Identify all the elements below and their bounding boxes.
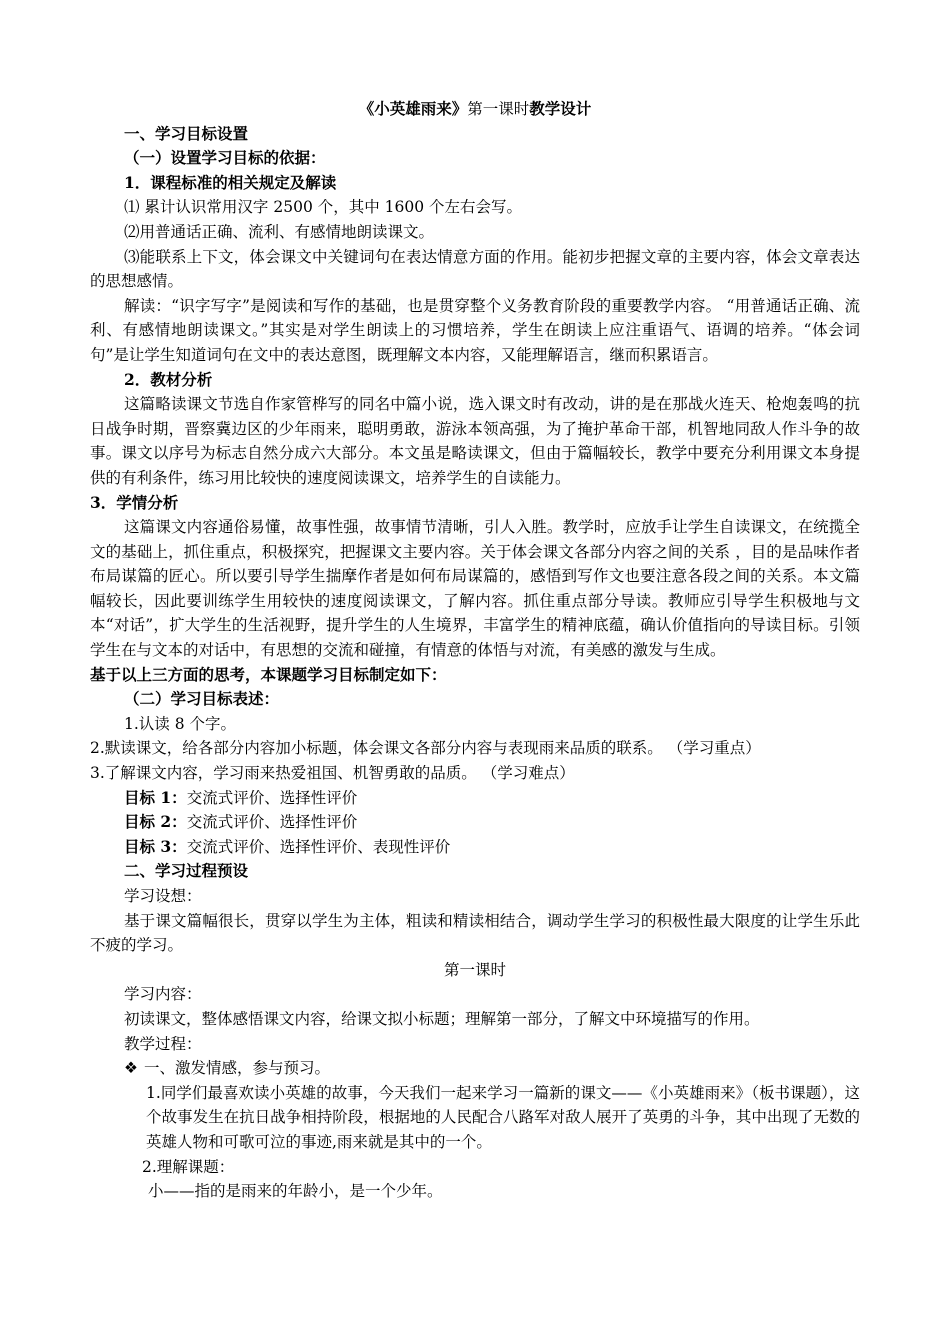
section-heading-1: 一、学习目标设置 <box>124 123 249 143</box>
interpretation-paragraph: 解读：“识字写字”是阅读和写作的基础，也是贯穿整个义务教育阶段的重要教学内容。 “用普通话正确、流利、有感情地朗读课文。”其实是对学生朗读上的习惯培养，学生在朗读上应注重语气、语调的培养。“体会词句”是让学生知道词句在文中的表达意图，既理解文本内容，又能理解语言，继而积累语言。 <box>90 296 860 364</box>
heading-material-analysis: 2．教材分析 <box>124 369 213 389</box>
step-1-item-2: 2.理解课题： <box>142 1157 235 1176</box>
step-1-heading: ❖ 一、激发情感，参与预习。 <box>90 1056 860 1081</box>
title-explanation-xiao: 小——指的是雨来的年龄小，是一个少年。 <box>148 1182 443 1201</box>
document-title: 《小英雄雨来》第一课时教学设计 <box>358 99 592 118</box>
learning-idea-paragraph: 基于课文篇幅很长，贯穿以学生为主体，粗读和精读相结合，调动学生学习的积极性最大限度的让学生乐此不疲的学习。 <box>90 911 860 955</box>
lesson-heading: 第一课时 <box>443 960 506 979</box>
standard-item-3: ⑶能联系上下文，体会课文中关键词句在表达情意方面的作用。能初步把握文章的主要内容，体会文章表达的思想感情。 <box>90 247 860 291</box>
section-heading-2: 二、学习过程预设 <box>124 861 249 881</box>
step-1-item-1: 1.同学们最喜欢读小英雄的故事，今天我们一起来学习一篇新的课文——《小英雄雨来》（板书课题），这个故事发生在抗日战争相持阶段，根据地的人民配合八路军对敌人展开了英勇的斗争，其中出现了无数的英雄人物和可歌可泣的事迹,雨来就是其中的一个。 <box>146 1083 860 1151</box>
evaluation-goal-3: 目标 3：交流式评价、选择性评价、表现性评价 <box>124 836 451 856</box>
subsection-heading-basis: （一）设置学习目标的依据： <box>124 148 326 168</box>
goal-basis-statement: 基于以上三方面的思考，本课题学习目标制定如下： <box>90 664 447 684</box>
document-body <box>90 97 860 1204</box>
standard-item-2: ⑵用普通话正确、流利、有感情地朗读课文。 <box>124 222 435 241</box>
material-analysis-paragraph: 这篇略读课文节选自作家管桦写的同名中篇小说，选入课文时有改动，讲的是在那战火连天、枪炮轰鸣的抗日战争时期，晋察冀边区的少年雨来，聪明勇敢，游泳本领高强，为了掩护革命干部，机智地同敌人作斗争的故事。课文以序号为标志自然分成六大部分。本文虽是略读课文，但由于篇幅较长，教学中要充分利用课文本身提供的有利条件，练习用比较快的速度阅读课文，培养学生的自读能力。 <box>90 395 860 487</box>
heading-student-analysis: 3．学情分析 <box>90 492 179 512</box>
learning-idea-label: 学习设想： <box>124 887 202 905</box>
evaluation-goal-1: 目标 1：交流式评价、选择性评价 <box>124 787 358 807</box>
learning-content-label: 学习内容： <box>124 985 202 1004</box>
heading-curriculum-standard: 1．课程标准的相关规定及解读 <box>124 172 337 192</box>
teaching-process-label: 教学过程： <box>124 1034 202 1053</box>
diamond-bullet-icon: ❖ <box>124 1059 138 1078</box>
student-analysis-paragraph: 这篇课文内容通俗易懂，故事性强，故事情节清晰，引人入胜。教学时，应放手让学生自读课文，在统揽全文的基础上，抓住重点，积极探究，把握课文主要内容。关于体会课文各部分内容之间的关系 ，目的是品味作者布局谋篇的匠心。所以要引导学生揣摩作者是如何布局谋篇的，感悟到写作文也要注意各段之间的关系。本文篇幅较长，因此要训练学生用较快的速度阅读课文，了解内容。抓住重点部分导读。教师应引导学生积极地与文本“对话”，扩大学生的生活视野，提升学生的人生境界，丰富学生的精神底蕴，确认价值指向的导读目标。引领学生在与文本的对话中，有思想的交流和碰撞，有情意的体悟与对流，有美感的激发与生成。 <box>90 518 860 660</box>
standard-item-1: ⑴ 累计认识常用汉字 2500 个，其中 1600 个左右会写。 <box>124 198 523 217</box>
goal-item-3: 3.了解课文内容，学习雨来热爱祖国、机智勇敢的品质。 （学习难点） <box>90 764 575 783</box>
evaluation-goal-2: 目标 2：交流式评价、选择性评价 <box>124 812 358 832</box>
goal-item-2: 2.默读课文，给各部分内容加小标题，体会课文各部分内容与表现雨来品质的联系。 （学习重点） <box>90 739 761 758</box>
goal-item-1: 1.认读 8 个字。 <box>124 714 237 733</box>
learning-content-text: 初读课文，整体感悟课文内容，给课文拟小标题；理解第一部分，了解文中环境描写的作用。 <box>124 1009 760 1028</box>
subsection-heading-goals: （二）学习目标表述： <box>124 689 280 709</box>
